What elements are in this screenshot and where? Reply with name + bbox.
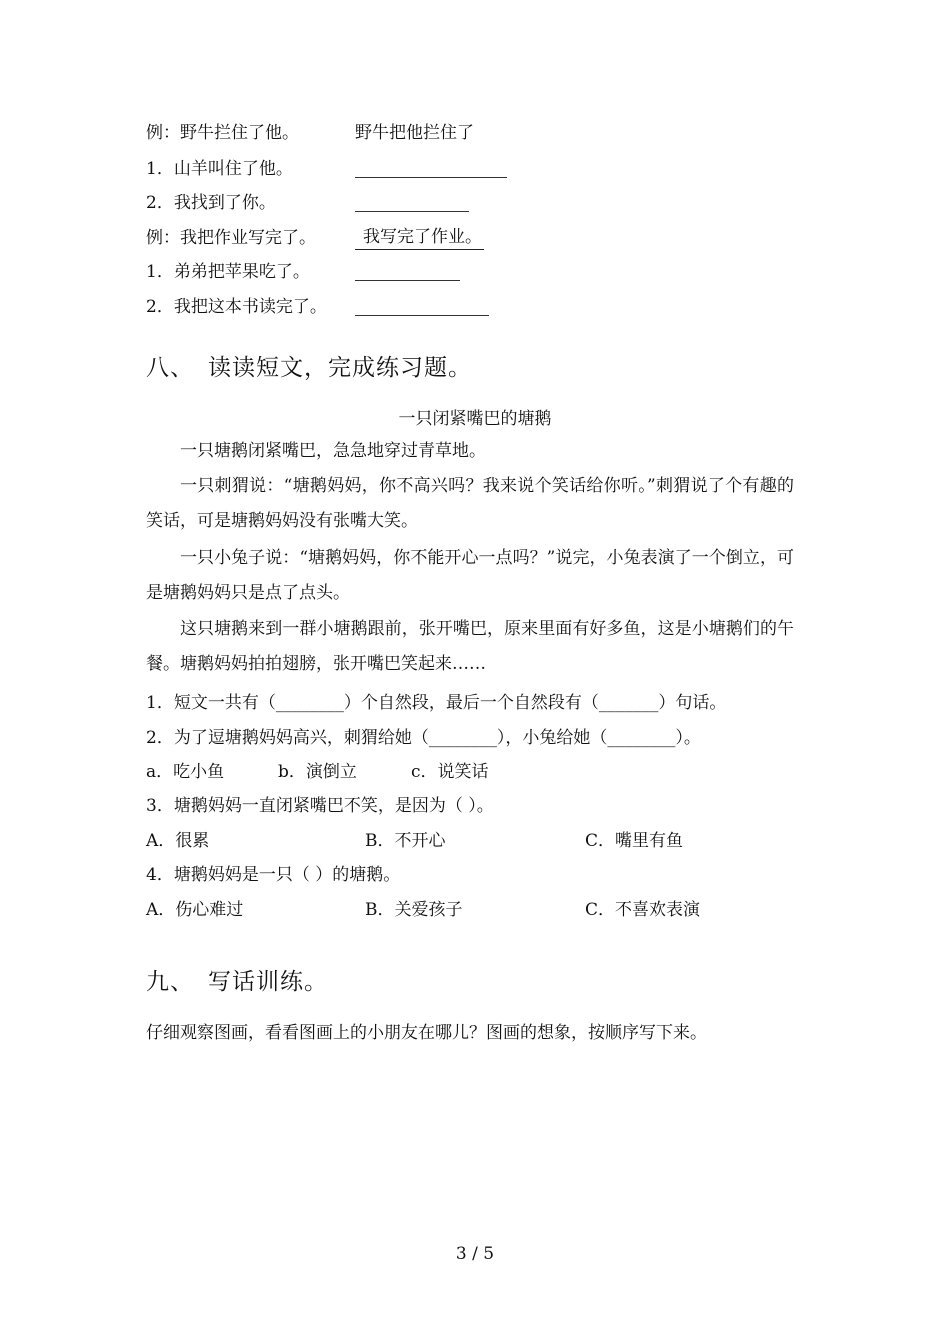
question-4-option-b[interactable]: B．关爱孩子 <box>365 900 463 920</box>
story-paragraph-2: 一只刺猬说：“塘鹅妈妈，你不高兴吗？我来说个笑话给你听。”刺猬说了个有趣的笑话，可是塘鹅妈妈没有张嘴大笑。 <box>146 476 794 531</box>
story-title: 一只闭紧嘴巴的塘鹅 <box>398 409 552 429</box>
section-8-heading <box>146 353 472 383</box>
exercise-3-sentence: 1．弟弟把苹果吃了。 <box>146 262 310 282</box>
exercise-1-sentence: 1．山羊叫住了他。 <box>146 159 293 179</box>
section-9-title: 写话训练。 <box>208 969 328 995</box>
question-3-option-a[interactable]: A．很累 <box>146 831 210 851</box>
question-1: 1．短文一共有（________）个自然段，最后一个自然段有（_______）句话。 <box>146 693 727 713</box>
question-4-option-a[interactable]: A．伤心难过 <box>146 900 244 920</box>
question-3: 3．塘鹅妈妈一直闭紧嘴巴不笑，是因为（ ）。 <box>146 796 494 816</box>
example-answer-1: 野牛把他拦住了 <box>355 123 474 143</box>
question-2-option-b[interactable]: b．演倒立 <box>278 762 357 782</box>
exercise-4-answer-blank[interactable] <box>355 315 489 316</box>
exercise-2-sentence: 2．我找到了你。 <box>146 193 276 213</box>
question-3-option-c[interactable]: C．嘴里有鱼 <box>585 831 684 851</box>
section-9-heading <box>146 967 328 997</box>
story-paragraph-1: 一只塘鹅闭紧嘴巴，急急地穿过青草地。 <box>180 441 486 461</box>
question-4-option-c[interactable]: C．不喜欢表演 <box>585 900 701 920</box>
question-2-option-c[interactable]: c．说笑话 <box>411 762 489 782</box>
question-4: 4．塘鹅妈妈是一只（ ）的塘鹅。 <box>146 865 401 885</box>
story-paragraph-3: 一只小兔子说：“塘鹅妈妈，你不能开心一点吗？”说完，小兔表演了一个倒立，可是塘鹅妈妈只是点了点头。 <box>146 548 794 603</box>
exercise-2-answer-blank[interactable] <box>355 211 469 212</box>
exercise-3-answer-blank[interactable] <box>355 280 460 281</box>
question-2: 2．为了逗塘鹅妈妈高兴，刺猬给她（________），小兔给她（________）。 <box>146 728 701 748</box>
page-number: 3 / 5 <box>455 1244 495 1264</box>
example-sentence-1: 例：野牛拦住了他。 <box>146 123 299 143</box>
section-9-number: 九、 <box>146 969 194 995</box>
exercise-4-sentence: 2．我把这本书读完了。 <box>146 297 327 317</box>
example-answer-2: 我写完了作业。 <box>355 225 484 250</box>
exercise-1-answer-blank[interactable] <box>355 177 507 178</box>
section-8-title: 读读短文，完成练习题。 <box>208 355 472 381</box>
question-3-option-b[interactable]: B．不开心 <box>365 831 446 851</box>
section-8-number: 八、 <box>146 355 194 381</box>
example-sentence-2: 例：我把作业写完了。 <box>146 228 316 248</box>
question-2-option-a[interactable]: a．吃小鱼 <box>146 762 225 782</box>
writing-instruction: 仔细观察图画，看看图画上的小朋友在哪儿？图画的想象，按顺序写下来。 <box>146 1023 707 1043</box>
story-paragraph-4: 这只塘鹅来到一群小塘鹅跟前，张开嘴巴，原来里面有好多鱼，这是小塘鹅们的午餐。塘鹅妈妈拍拍翅膀，张开嘴巴笑起来…… <box>146 619 794 674</box>
